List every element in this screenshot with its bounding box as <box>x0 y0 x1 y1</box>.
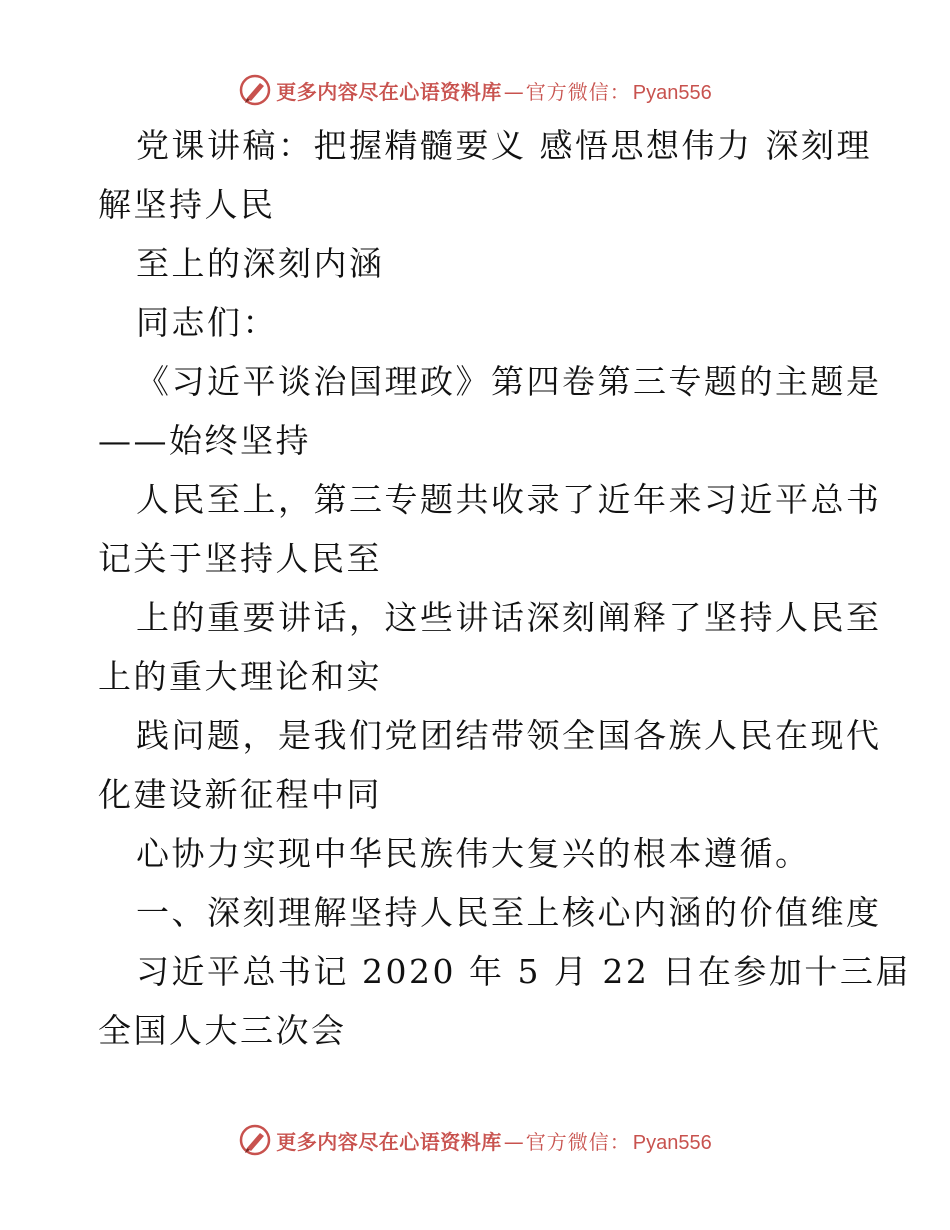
banner-dash: — <box>503 79 524 104</box>
paragraph-line: 记关于坚持人民至 <box>98 539 382 578</box>
title-line-3: 至上的深刻内涵 <box>136 244 385 283</box>
title-line-2: 解坚持人民 <box>98 185 276 224</box>
paragraph-line: 习近平总书记 2020 年 5 月 22 日在参加十三届 <box>136 952 911 991</box>
paragraph-line: 践问题，是我们党团结带领全国各族人民在现代 <box>136 716 882 755</box>
pen-logo-icon <box>238 73 272 107</box>
paragraph-line: 心协力实现中华民族伟大复兴的根本遵循。 <box>136 834 811 873</box>
paragraph-line: 上的重要讲话，这些讲话深刻阐释了坚持人民至 <box>136 598 882 637</box>
wechat-id: Pyan556 <box>632 81 712 104</box>
wechat-label: 官方微信： <box>525 1129 631 1154</box>
paragraph-line: 全国人大三次会 <box>98 1011 347 1050</box>
wechat-label: 官方微信： <box>525 79 631 104</box>
footer-banner <box>0 1120 950 1160</box>
salutation: 同志们： <box>136 303 278 342</box>
paragraph-line: 《习近平谈治国理政》第四卷第三专题的主题是 <box>136 362 882 401</box>
wechat-id: Pyan556 <box>632 1131 712 1154</box>
paragraph-line: 人民至上，第三专题共收录了近年来习近平总书 <box>136 480 882 519</box>
pen-logo-icon <box>238 1123 272 1157</box>
title-line-1: 党课讲稿：把握精髓要义 感悟思想伟力 深刻理 <box>136 126 872 165</box>
document-body <box>98 118 911 1062</box>
site-name: 更多内容尽在心语资料库 <box>276 1129 502 1154</box>
section-heading: 一、深刻理解坚持人民至上核心内涵的价值维度 <box>136 893 882 932</box>
site-name: 更多内容尽在心语资料库 <box>276 79 502 104</box>
paragraph-line: 化建设新征程中同 <box>98 775 382 814</box>
header-banner <box>0 70 950 110</box>
paragraph-line: 上的重大理论和实 <box>98 657 382 696</box>
banner-dash: — <box>503 1129 524 1154</box>
paragraph-line: ——始终坚持 <box>98 421 311 460</box>
